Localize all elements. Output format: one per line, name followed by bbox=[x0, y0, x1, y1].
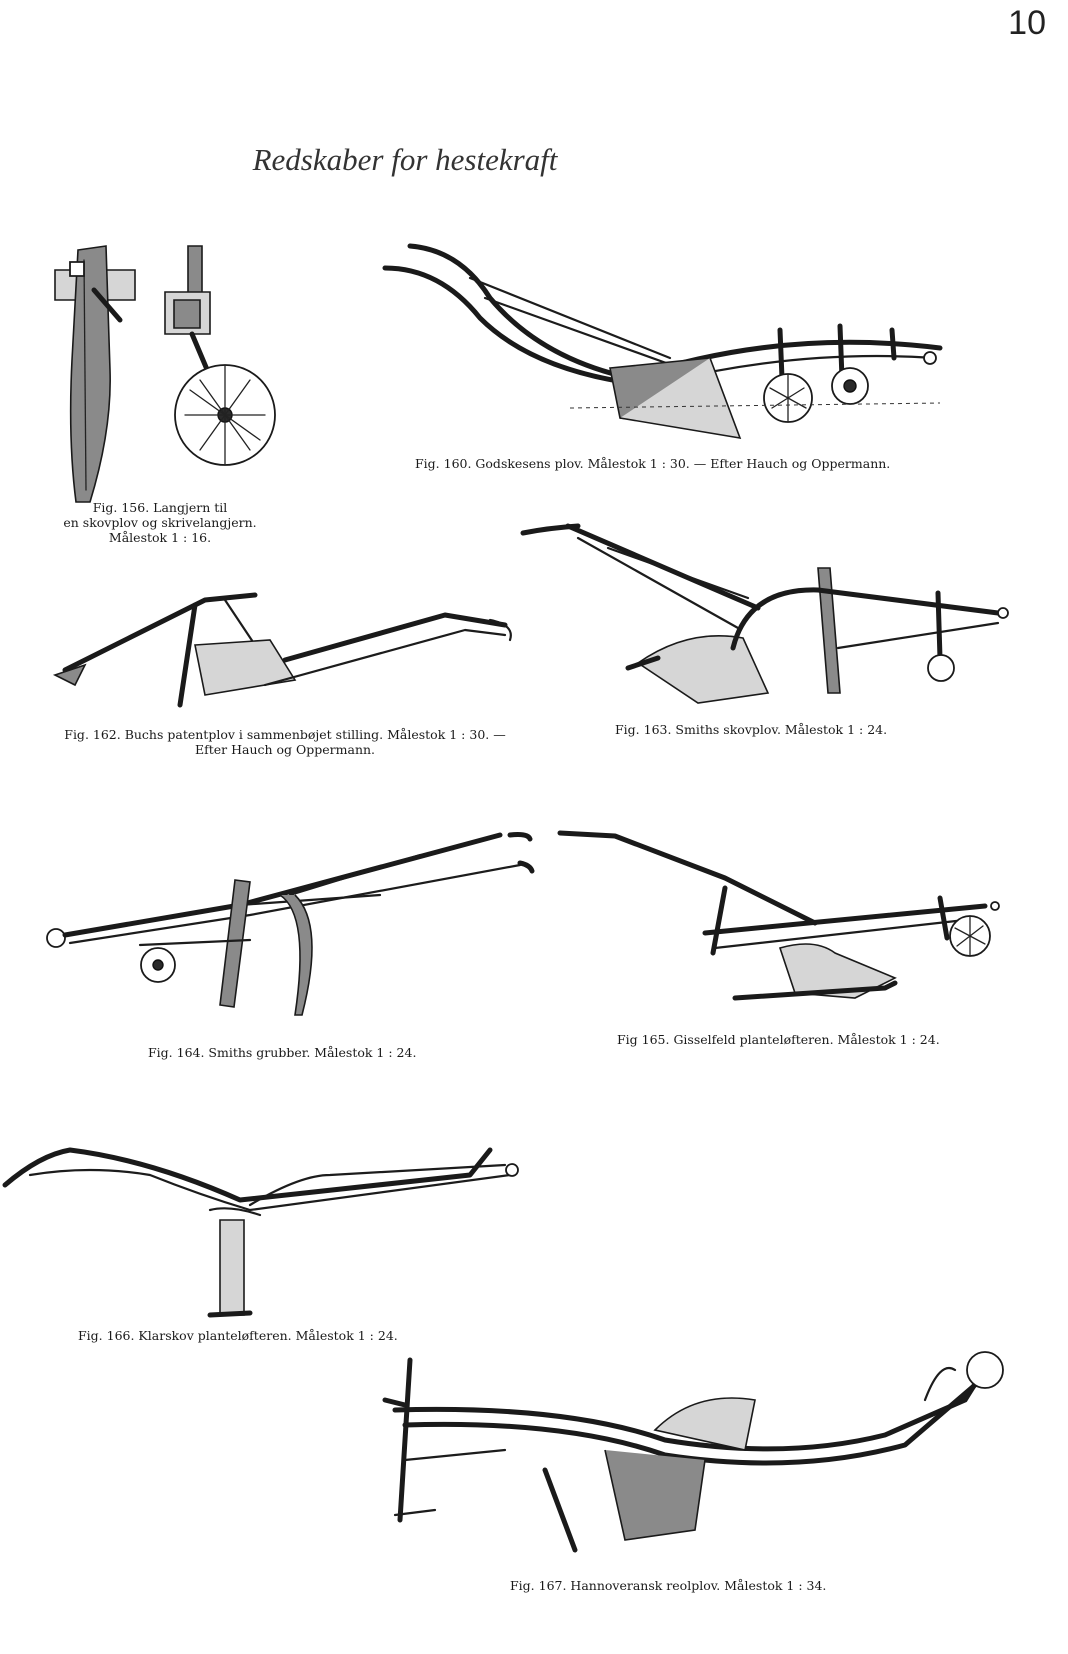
fig163-illustration bbox=[518, 518, 1018, 718]
fig162-illustration bbox=[45, 585, 525, 725]
fig164-illustration bbox=[40, 825, 540, 1030]
fig162-caption-line: Efter Hauch og Oppermann. bbox=[194, 742, 376, 757]
page-title: Redskaber for hestekraft bbox=[252, 142, 558, 177]
fig156-caption-line: Fig. 156. Langjern til bbox=[92, 500, 228, 515]
fig167-illustration bbox=[365, 1340, 1005, 1580]
fig160-illustration bbox=[380, 238, 970, 458]
fig162-caption-line: Fig. 162. Buchs patentplov i sammenbøjet stilling. Målestok 1 : 30. — bbox=[64, 727, 506, 742]
page-number: 10 bbox=[1008, 4, 1046, 42]
fig162-caption bbox=[25, 727, 545, 757]
fig156-caption bbox=[55, 500, 265, 545]
fig156-caption-line: en skovplov og skrivelangjern. bbox=[63, 515, 257, 530]
fig165-illustration bbox=[555, 828, 1015, 1018]
fig167-caption: Fig. 167. Hannoveransk reolplov. Målestok 1 : 34. bbox=[510, 1578, 827, 1593]
fig156-caption-line: Målestok 1 : 16. bbox=[108, 530, 212, 545]
fig165-caption: Fig 165. Gisselfeld planteløfteren. Målestok 1 : 24. bbox=[617, 1032, 940, 1047]
fig163-caption: Fig. 163. Smiths skovplov. Målestok 1 : 24. bbox=[615, 722, 888, 737]
fig166-illustration bbox=[0, 1135, 530, 1320]
fig156-illustration bbox=[50, 240, 260, 510]
fig166-caption: Fig. 166. Klarskov planteløfteren. Målestok 1 : 24. bbox=[78, 1328, 398, 1343]
fig164-caption: Fig. 164. Smiths grubber. Målestok 1 : 24. bbox=[148, 1045, 417, 1060]
fig160-caption: Fig. 160. Godskesens plov. Målestok 1 : 30. — Efter Hauch og Oppermann. bbox=[415, 456, 891, 471]
